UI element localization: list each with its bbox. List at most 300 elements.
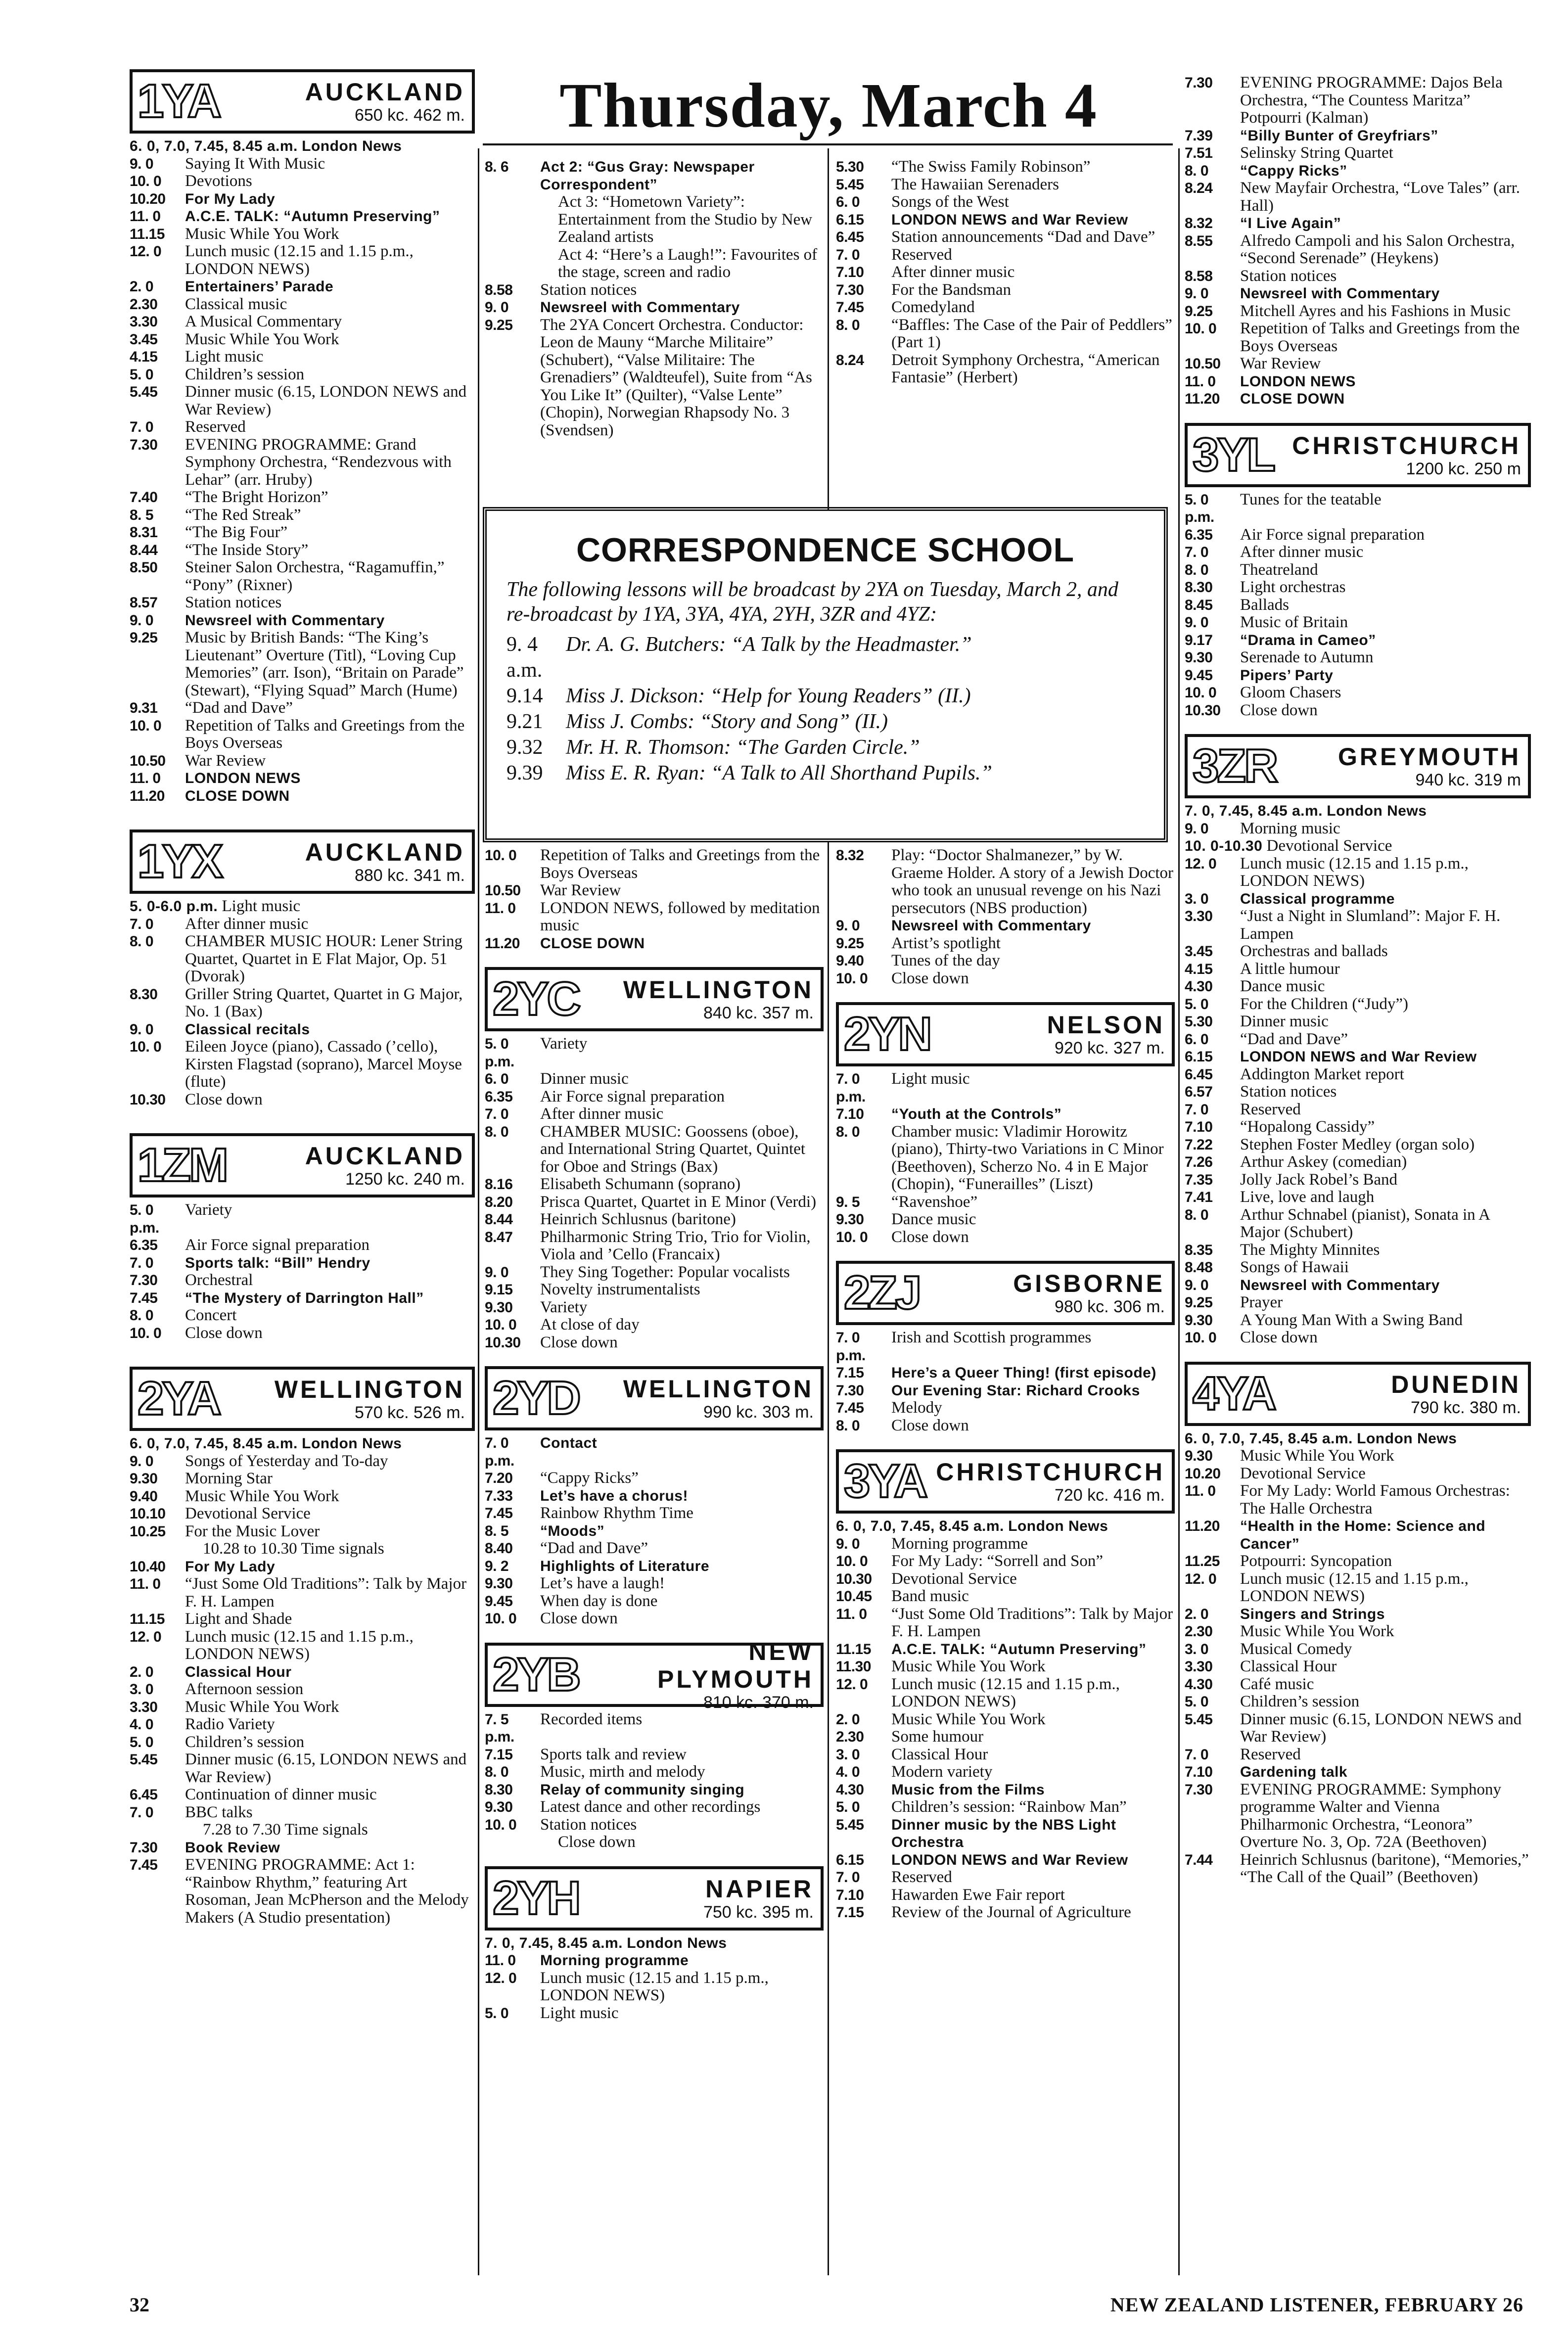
programme-item [130, 1289, 475, 1307]
programme-title: Close down [891, 1416, 969, 1434]
programme-time: 5. 0 [130, 366, 154, 383]
station-frequency: 1200 kc. 250 m [1406, 459, 1521, 478]
programme-title: Sports talk and review [540, 1745, 687, 1763]
programme-title: Latest dance and other recordings [540, 1798, 761, 1816]
programme-time: 7. 0 [130, 419, 154, 435]
programme-time: 9. 0 [130, 1021, 154, 1038]
programme-item [485, 1229, 824, 1264]
station-frequency: 720 kc. 416 m. [1054, 1486, 1165, 1505]
station-header [1185, 1362, 1531, 1426]
station-city: CHRISTCHURCH [1292, 431, 1521, 460]
programme-title: Detroit Symphony Orchestra, “American Fantasie” (Herbert) [891, 351, 1160, 386]
programme-title: London News [1008, 1518, 1108, 1534]
programme-item [485, 1816, 824, 1834]
programme-item [130, 933, 475, 986]
programme-item [1185, 1430, 1531, 1448]
programme-time: 9.17 [1185, 632, 1213, 648]
station-callsign: 2YH [493, 1871, 579, 1925]
programme-title: “Dad and Dave” [185, 699, 293, 717]
programme-title: CHAMBER MUSIC HOUR: Lener String Quartet, Quartet in E Flat Major, Op. 51 (Dvorak) [185, 932, 463, 985]
programme-title: London News [302, 138, 402, 154]
programme-title: For My Lady: World Famous Orchestras: The Halle Orchestra [1240, 1482, 1510, 1518]
programme-item [1185, 649, 1531, 667]
programme-title: CLOSE DOWN [185, 787, 290, 804]
station-frequency: 840 kc. 357 m. [703, 1004, 814, 1022]
programme-item [1185, 303, 1531, 321]
programme-time: 7.40 [130, 489, 158, 506]
programme-item [485, 1540, 824, 1558]
programme-title: Lunch music (12.15 and 1.15 p.m., LONDON NEWS) [185, 242, 414, 278]
programme-title: Saying It With Music [185, 154, 325, 173]
lesson-text: Miss J. Combs: “Story and Song” (II.) [566, 710, 888, 733]
programme-time: 11. 0 [485, 1952, 516, 1969]
programme-time: 7. 0 p.m. [485, 1435, 514, 1469]
programme-time: 7.26 [1185, 1154, 1213, 1170]
programme-title: LONDON NEWS [185, 770, 301, 786]
programme-title: Close down [540, 1610, 618, 1627]
programme-time: 7.41 [1185, 1189, 1213, 1205]
programme-title: “Drama in Cameo” [1240, 632, 1376, 648]
station-header [485, 1637, 824, 1712]
programme-time: 8.45 [1185, 597, 1213, 613]
programme-title: Close down [1240, 1329, 1318, 1346]
programme-item [130, 986, 475, 1021]
programme-time: 11.15 [130, 226, 165, 242]
station-header [1185, 734, 1531, 798]
station-info [584, 1875, 821, 1922]
programme-item [1185, 890, 1531, 908]
programme-time: 6.35 [485, 1088, 513, 1105]
programme-title: Reserved [891, 245, 952, 264]
programme-item [130, 1751, 475, 1786]
station-callsign: 2YD [493, 1372, 579, 1425]
programme-item [1185, 1189, 1531, 1206]
programme-title: Tunes of the day [891, 952, 1000, 969]
programme-time: 4.30 [836, 1781, 864, 1798]
programme-item [1185, 1518, 1531, 1553]
programme-title: Classical Hour [891, 1745, 988, 1763]
programme-title: Music of Britain [1240, 613, 1348, 631]
programme-item [836, 1570, 1175, 1588]
programme-title: Let’s have a chorus! [540, 1487, 688, 1504]
station-info [225, 78, 472, 125]
station-city: AUCKLAND [305, 838, 465, 866]
programme-item [836, 264, 1175, 281]
programme-item [836, 1904, 1175, 1922]
programme-item [1185, 1553, 1531, 1570]
station-2ya-continued-2 [485, 847, 824, 952]
station-header [130, 69, 475, 134]
programme-title: Serenade to Autumn [1240, 648, 1374, 666]
programme-title: “The Swiss Family Robinson” [891, 158, 1091, 176]
station-header [485, 967, 824, 1031]
programme-time: 7. 0 [1185, 544, 1209, 560]
station-2ya [130, 1367, 475, 1927]
programme-title: Prayer [1240, 1293, 1283, 1311]
programme-time: 3.30 [130, 1699, 158, 1715]
programme-time: 3.30 [130, 314, 158, 330]
programme-time: 6.15 [836, 211, 864, 228]
station-info [584, 1375, 821, 1422]
station-header [130, 1367, 475, 1431]
programme-time: 9.40 [836, 953, 864, 969]
programme-item [485, 1334, 824, 1352]
programme-time: 10.45 [836, 1588, 872, 1605]
station-3yl [1185, 423, 1531, 720]
programme-item [836, 1676, 1175, 1711]
programme-item [485, 1610, 824, 1628]
programme-time: 7.45 [836, 1400, 864, 1416]
programme-title: Children’s session [1240, 1693, 1360, 1710]
programme-item [1185, 561, 1531, 579]
programme-item [130, 1699, 475, 1716]
programme-time: 10. 0 [485, 1816, 517, 1833]
station-frequency: 650 kc. 462 m. [354, 106, 465, 125]
programme-time: 7.45 [130, 1857, 158, 1873]
lesson-time: 9. 4 a.m. [507, 633, 543, 682]
programme-time: 8.40 [485, 1540, 513, 1557]
programme-time: 7. 0 [130, 1254, 154, 1271]
programme-title: EVENING PROGRAMME: Act 1: “Rainbow Rhythm,” featuring Art Rosoman, Jean McPherson and the Melody Makers (A Studio presentation) [185, 1856, 469, 1927]
programme-item [1185, 1763, 1531, 1781]
programme-item [1185, 1013, 1531, 1031]
programme-title: Dinner music by the NBS Light Orchestra [891, 1816, 1116, 1850]
programme-time: 7.10 [836, 1887, 864, 1903]
programme-title: Light orchestras [1240, 578, 1346, 596]
programme-time: 9. 0 [1185, 614, 1209, 631]
station-preceding-continued [836, 158, 1175, 387]
programme-item [485, 1088, 824, 1106]
programme-item [1185, 215, 1531, 232]
programme-title: Arthur Askey (comedian) [1240, 1153, 1407, 1171]
programme-time: 8. 0 [836, 1123, 860, 1140]
programme-time: 9.30 [485, 1299, 513, 1316]
programme-title: Music While You Work [185, 330, 339, 348]
programme-item [836, 211, 1175, 229]
programme-time: 2. 0 [130, 1663, 154, 1680]
programme-item [1185, 1206, 1531, 1242]
programme-item [1185, 820, 1531, 838]
lesson-row [507, 709, 1144, 735]
programme-title: Music While You Work [1240, 1622, 1394, 1640]
programme-item [130, 1804, 475, 1822]
programme-item [130, 436, 475, 489]
programme-time: 9.31 [130, 700, 158, 716]
programme-item [1185, 1153, 1531, 1171]
programme-item [130, 348, 475, 366]
programme-item [836, 1851, 1175, 1869]
programme-title: For My Lady: “Sorrell and Son” [891, 1552, 1104, 1570]
programme-time: 10.10 [130, 1506, 166, 1522]
programme-title: Repetition of Talks and Greetings from the Boys Overseas [540, 846, 820, 882]
programme-time: 2.30 [1185, 1623, 1213, 1640]
programme-item [130, 629, 475, 699]
programme-title: Book Review [185, 1839, 280, 1856]
station-1zm [130, 1133, 475, 1342]
station-callsign: 2YN [844, 1008, 930, 1060]
programme-title: Songs of the West [891, 193, 1009, 211]
programme-title: Classical music [185, 295, 287, 313]
programme-title: Air Force signal preparation [540, 1087, 725, 1105]
programme-time: 7.30 [836, 1382, 864, 1399]
programme-time: 3. 0 [1185, 1641, 1209, 1657]
programme-time: 7.33 [485, 1487, 513, 1504]
programme-title: Station announcements “Dad and Dave” [891, 228, 1155, 246]
programme-title: Variety [540, 1298, 588, 1316]
station-frequency: 940 kc. 319 m [1415, 771, 1521, 789]
station-frequency: 880 kc. 341 m. [354, 866, 465, 885]
programme-time: 9.25 [130, 630, 158, 646]
programme-title: “The Inside Story” [185, 541, 309, 559]
programme-item [130, 506, 475, 524]
programme-title: Continuation of dinner music [185, 1786, 377, 1803]
programme-time: 8. 0 [1185, 1206, 1209, 1223]
programme-item [485, 1434, 824, 1470]
column-rule [1178, 148, 1180, 2275]
programme-title: Station notices [1240, 267, 1337, 285]
programme-title: Devotions [185, 172, 252, 190]
programme-title: Café music [1240, 1675, 1314, 1693]
station-2yb [485, 1637, 824, 1851]
programme-title: Band music [891, 1587, 969, 1605]
programme-item [130, 898, 475, 916]
programme-title: “Just Some Old Traditions”: Talk by Major F. H. Lampen [891, 1605, 1173, 1640]
programme-time: 8.30 [1185, 579, 1213, 596]
programme-item [836, 1399, 1175, 1417]
programme-title: New Mayfair Orchestra, “Love Tales” (arr. Hall) [1240, 179, 1521, 215]
programme-time: 9. 0 [1185, 285, 1209, 302]
programme-title: When day is done [540, 1592, 658, 1610]
programme-time: 8.57 [130, 595, 158, 611]
station-2zj [836, 1261, 1175, 1434]
programme-item [130, 278, 475, 296]
programme-title: Music While You Work [185, 1487, 339, 1505]
programme-item [1185, 1606, 1531, 1623]
programme-time: 8. 0 [485, 1123, 509, 1140]
programme-time: 10. 0 [130, 1325, 162, 1341]
programme-title: Dinner music [1240, 1012, 1329, 1030]
programme-item [485, 1299, 824, 1317]
column-rule [478, 148, 479, 2275]
programme-time: 8. 0 [836, 1417, 860, 1434]
programme-item [1185, 961, 1531, 978]
programme-item [1185, 1711, 1531, 1746]
programme-item [1185, 1118, 1531, 1136]
programme-item [130, 1470, 475, 1488]
programme-time: 5. 0 [485, 2005, 509, 2022]
programme-item [485, 1575, 824, 1593]
programme-time: 8. 0 [130, 1307, 154, 1324]
programme-title: Mitchell Ayres and his Fashions in Music [1240, 302, 1511, 320]
programme-item [836, 1746, 1175, 1764]
programme-time: 7.45 [485, 1505, 513, 1521]
lesson-row [507, 683, 1144, 709]
programme-title: Addington Market report [1240, 1065, 1404, 1083]
programme-time: 7.10 [1185, 1764, 1213, 1780]
programme-item [130, 1021, 475, 1039]
programme-title: Variety [185, 1201, 232, 1219]
programme-time: 6.15 [1185, 1049, 1213, 1065]
programme-time: 10.50 [1185, 356, 1221, 372]
programme-item [836, 317, 1175, 352]
programme-item [1185, 908, 1531, 943]
programme-title: Modern variety [891, 1763, 993, 1781]
programme-title: Heinrich Schlusnus (baritone) [540, 1210, 736, 1228]
programme-title: Act 3: “Hometown Variety”: Entertainment from the Studio by New Zealand artists [558, 193, 813, 246]
programme-title: A little humour [1240, 960, 1340, 978]
programme-item [130, 542, 475, 559]
programme-item [485, 1970, 824, 2005]
programme-time: 8.48 [1185, 1259, 1213, 1276]
programme-time: 10. 0 [1185, 321, 1217, 337]
programme-item [836, 299, 1175, 317]
programme-item [485, 1593, 824, 1611]
programme-title: Jolly Jack Robel’s Band [1240, 1170, 1398, 1189]
programme-time: 4.30 [1185, 1676, 1213, 1693]
programme-time [130, 1540, 185, 1558]
programme-item [836, 158, 1175, 176]
programme-title: Act 2: “Gus Gray: Newspaper Correspondent” [540, 159, 755, 193]
programme-item [130, 1540, 475, 1558]
correspondence-school-title: CORRESPONDENCE SCHOOL [576, 531, 1075, 569]
programme-time: 8.16 [485, 1176, 513, 1193]
programme-item [130, 331, 475, 349]
programme-item [485, 1123, 824, 1176]
programme-title: Children’s session: “Rainbow Man” [891, 1798, 1127, 1816]
programme-time: 3. 0 [130, 1681, 154, 1698]
lesson-row [507, 632, 1144, 683]
programme-title: Close down [185, 1090, 263, 1108]
programme-time: 7.15 [836, 1365, 864, 1381]
programme-title: London News [1327, 803, 1427, 819]
programme-item [836, 1763, 1175, 1781]
programme-title: Arthur Schnabel (pianist), Sonata in A Major (Schubert) [1240, 1205, 1490, 1241]
programme-time: 8. 0 [485, 1764, 509, 1780]
programme-title: Melody [891, 1399, 942, 1417]
programme-time: 5.30 [1185, 1013, 1213, 1030]
lesson-text: Miss E. R. Ryan: “A Talk to All Shorthand Pupils.” [566, 762, 992, 784]
programme-title: Music While You Work [1240, 1447, 1394, 1465]
programme-item [1185, 1570, 1531, 1606]
programme-title: Classical recitals [185, 1021, 310, 1038]
programme-item [485, 1211, 824, 1229]
station-3ya [836, 1449, 1175, 1922]
programme-title: Dance music [891, 1210, 976, 1228]
programme-item [130, 1523, 475, 1541]
programme-item [836, 1553, 1175, 1570]
programme-title: Morning music [1240, 819, 1340, 837]
programme-time: 8. 5 [485, 1522, 509, 1539]
programme-item [836, 1382, 1175, 1400]
programme-title: Dinner music [540, 1070, 629, 1088]
programme-title: Repetition of Talks and Greetings from the Boys Overseas [185, 716, 465, 752]
correspondence-school-intro: The following lessons will be broadcast by 2YA on Tuesday, March 2, and re-broadcast by 1YA, 3YA, 4YA, 2YH, 3ZR and 4YZ: [507, 578, 1118, 626]
programme-time [485, 193, 540, 246]
programme-time: 9.45 [1185, 667, 1213, 684]
programme-title: Close down [540, 1333, 618, 1351]
programme-item [130, 699, 475, 717]
programme-title: Selinsky String Quartet [1240, 144, 1393, 162]
station-frequency: 570 kc. 526 m. [354, 1403, 465, 1422]
programme-item [130, 1558, 475, 1576]
lesson-text: Miss J. Dickson: “Help for Young Readers” (II.) [566, 685, 971, 707]
programme-item [1185, 544, 1531, 561]
programme-time: 9.40 [130, 1488, 158, 1505]
programme-time: 6. 0, 7.0, 7.45, 8.45 a.m. [1185, 1430, 1353, 1447]
programme-title: Griller String Quartet, Quartet in G Major, No. 1 (Bax) [185, 985, 463, 1020]
programme-item [836, 1364, 1175, 1382]
station-info [924, 1270, 1172, 1316]
programme-title: “Moods” [540, 1522, 605, 1539]
programme-item [1185, 127, 1531, 145]
programme-item [836, 970, 1175, 988]
programme-title: Newsreel with Commentary [1240, 285, 1440, 302]
programme-title: After dinner music [185, 915, 309, 933]
programme-time: 7. 0 [130, 916, 154, 932]
programme-time: 12. 0 [485, 1970, 517, 1986]
programme-time: 4. 0 [130, 1716, 154, 1733]
lesson-text: Mr. H. R. Thomson: “The Garden Circle.” [566, 736, 920, 759]
programme-time: 9. 0 [130, 155, 154, 172]
programme-time: 11.30 [836, 1658, 871, 1675]
programme-item [485, 1470, 824, 1487]
programme-time: 9.30 [130, 1471, 158, 1487]
programme-title: “Just a Night in Slumland”: Major F. H. Lampen [1240, 907, 1501, 943]
programme-time: 11. 0 [836, 1606, 867, 1622]
programme-item [836, 193, 1175, 211]
programme-item [485, 1070, 824, 1088]
programme-time: 5.45 [130, 1751, 158, 1768]
programme-title: Orchestras and ballads [1240, 942, 1388, 960]
programme-title: Music by British Bands: “The King’s Lieutenant” Overture (Titl), “Loving Cup Memories” (arr. Ison), “Britain on Parade” (Stewart), “Flying Squad” March (Hume) [185, 629, 464, 699]
programme-title: “Cappy Ricks” [540, 1469, 639, 1487]
programme-title: Station notices [540, 280, 637, 299]
programme-title: “Ravenshoe” [891, 1193, 978, 1211]
programme-time: 8.35 [1185, 1242, 1213, 1258]
station-city: GISBORNE [1013, 1270, 1165, 1297]
publication-footer: NEW ZEALAND LISTENER, FEBRUARY 26 [1110, 2294, 1523, 2316]
programme-time: 8.50 [130, 559, 158, 576]
page-number: 32 [130, 2294, 149, 2316]
station-header [836, 1002, 1175, 1066]
programme-title: 10.28 to 10.30 Time signals [203, 1540, 384, 1558]
programme-item [1185, 996, 1531, 1013]
programme-time: 9.45 [485, 1593, 513, 1610]
programme-item [836, 1535, 1175, 1553]
programme-title: Station notices [1240, 1083, 1337, 1101]
programme-title: Stephen Foster Medley (organ solo) [1240, 1135, 1475, 1153]
programme-time: 7.20 [485, 1470, 513, 1486]
programme-time: 8. 0 [836, 317, 860, 333]
programme-item [1185, 978, 1531, 996]
programme-time: 11.15 [836, 1641, 871, 1657]
programme-title: Reserved [1240, 1100, 1301, 1118]
programme-item [1185, 268, 1531, 285]
programme-item [836, 1417, 1175, 1435]
programme-time: 4.15 [130, 349, 158, 365]
programme-title: “The Big Four” [185, 523, 288, 541]
programme-title: Comedyland [891, 298, 975, 316]
programme-item [1185, 855, 1531, 890]
programme-time: 8.44 [130, 542, 158, 558]
programme-item [1185, 632, 1531, 649]
programme-time: 8.58 [1185, 268, 1213, 284]
programme-title: A Young Man With a Swing Band [1240, 1311, 1463, 1329]
station-city: CHRISTCHURCH [936, 1458, 1165, 1486]
programme-time: 8. 6 [485, 159, 509, 175]
station-header [485, 1866, 824, 1931]
programme-time: 6.57 [1185, 1084, 1213, 1100]
